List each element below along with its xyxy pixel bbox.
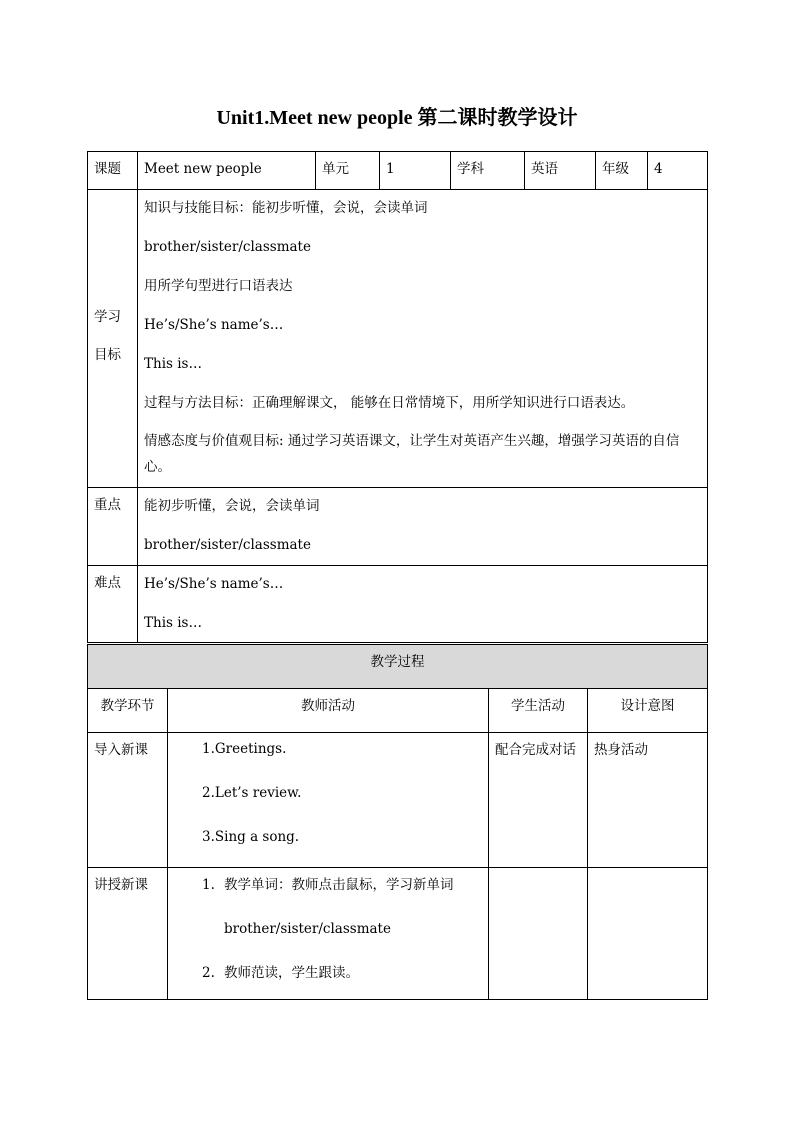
objective-line: 过程与方法目标：正确理解课文， 能够在日常情境下，用所学知识进行口语表达。 [144,395,635,411]
key-point-line: 能初步听懂，会说，会读单词 [144,498,320,514]
subject-label-cell: 学科 [451,152,525,190]
stage-cell: 导入新课 [88,733,168,868]
header-teacher: 教师活动 [168,689,489,733]
objective-line: 用所学句型进行口语表达 [144,278,293,294]
teacher-step: 1.Greetings. [202,741,287,757]
unit-label-cell: 单元 [316,152,380,190]
table-row [88,868,708,1000]
objective-line: 情感态度与价值观目标: 通过学习英语课文，让学生对英语产生兴趣，增强学习英语的自信心。 [144,433,680,475]
objectives-label-line: 目标 [94,347,121,363]
design-intent-cell [588,868,708,1000]
stage-cell: 讲授新课 [88,868,168,1000]
teaching-process-table [87,644,708,1000]
objective-line: 知识与技能目标：能初步听懂，会说，会读单词 [144,200,428,216]
grade-label-cell: 年级 [596,152,648,190]
key-point-line: brother/sister/classmate [144,537,311,553]
teacher-step: 2.Let’s review. [202,785,302,801]
teacher-step: 3.Sing a song. [202,829,300,845]
topic-label-cell: 课题 [88,152,138,190]
student-activity-cell: 配合完成对话 [489,733,588,868]
subject-value-cell: 英语 [525,152,596,190]
key-points-content-cell [138,488,708,566]
key-points-label-cell: 重点 [88,488,138,566]
difficulties-content-cell [138,566,708,643]
objectives-label-cell [88,190,138,488]
header-stage: 教学环节 [88,689,168,733]
teacher-activity-cell [168,733,489,868]
table-row [88,733,708,868]
teacher-activity-cell [168,868,489,1000]
teacher-step: 1. 教学单词：教师点击鼠标，学习新单词 [202,877,454,893]
lesson-info-table [87,151,708,643]
objective-line: This is… [144,356,202,372]
difficulty-line: He’s/She’s name’s… [144,576,284,592]
student-activity-cell [489,868,588,1000]
page-title: Unit1.Meet new people 第二课时教学设计 [216,107,578,129]
design-intent-cell: 热身活动 [588,733,708,868]
difficulties-label-cell: 难点 [88,566,138,643]
process-section-title: 教学过程 [88,645,708,689]
topic-value-cell: Meet new people [138,152,316,190]
teacher-step: 2. 教师范读，学生跟读。 [202,965,359,981]
objective-line: brother/sister/classmate [144,239,311,255]
difficulty-line: This is… [144,615,202,631]
teacher-step: brother/sister/classmate [224,921,391,937]
objectives-content-cell [138,190,708,488]
header-intent: 设计意图 [588,689,708,733]
grade-value-cell: 4 [648,152,708,190]
objectives-label-line: 学习 [94,309,121,325]
header-student: 学生活动 [489,689,588,733]
objective-line: He’s/She’s name’s… [144,317,284,333]
unit-value-cell: 1 [380,152,451,190]
